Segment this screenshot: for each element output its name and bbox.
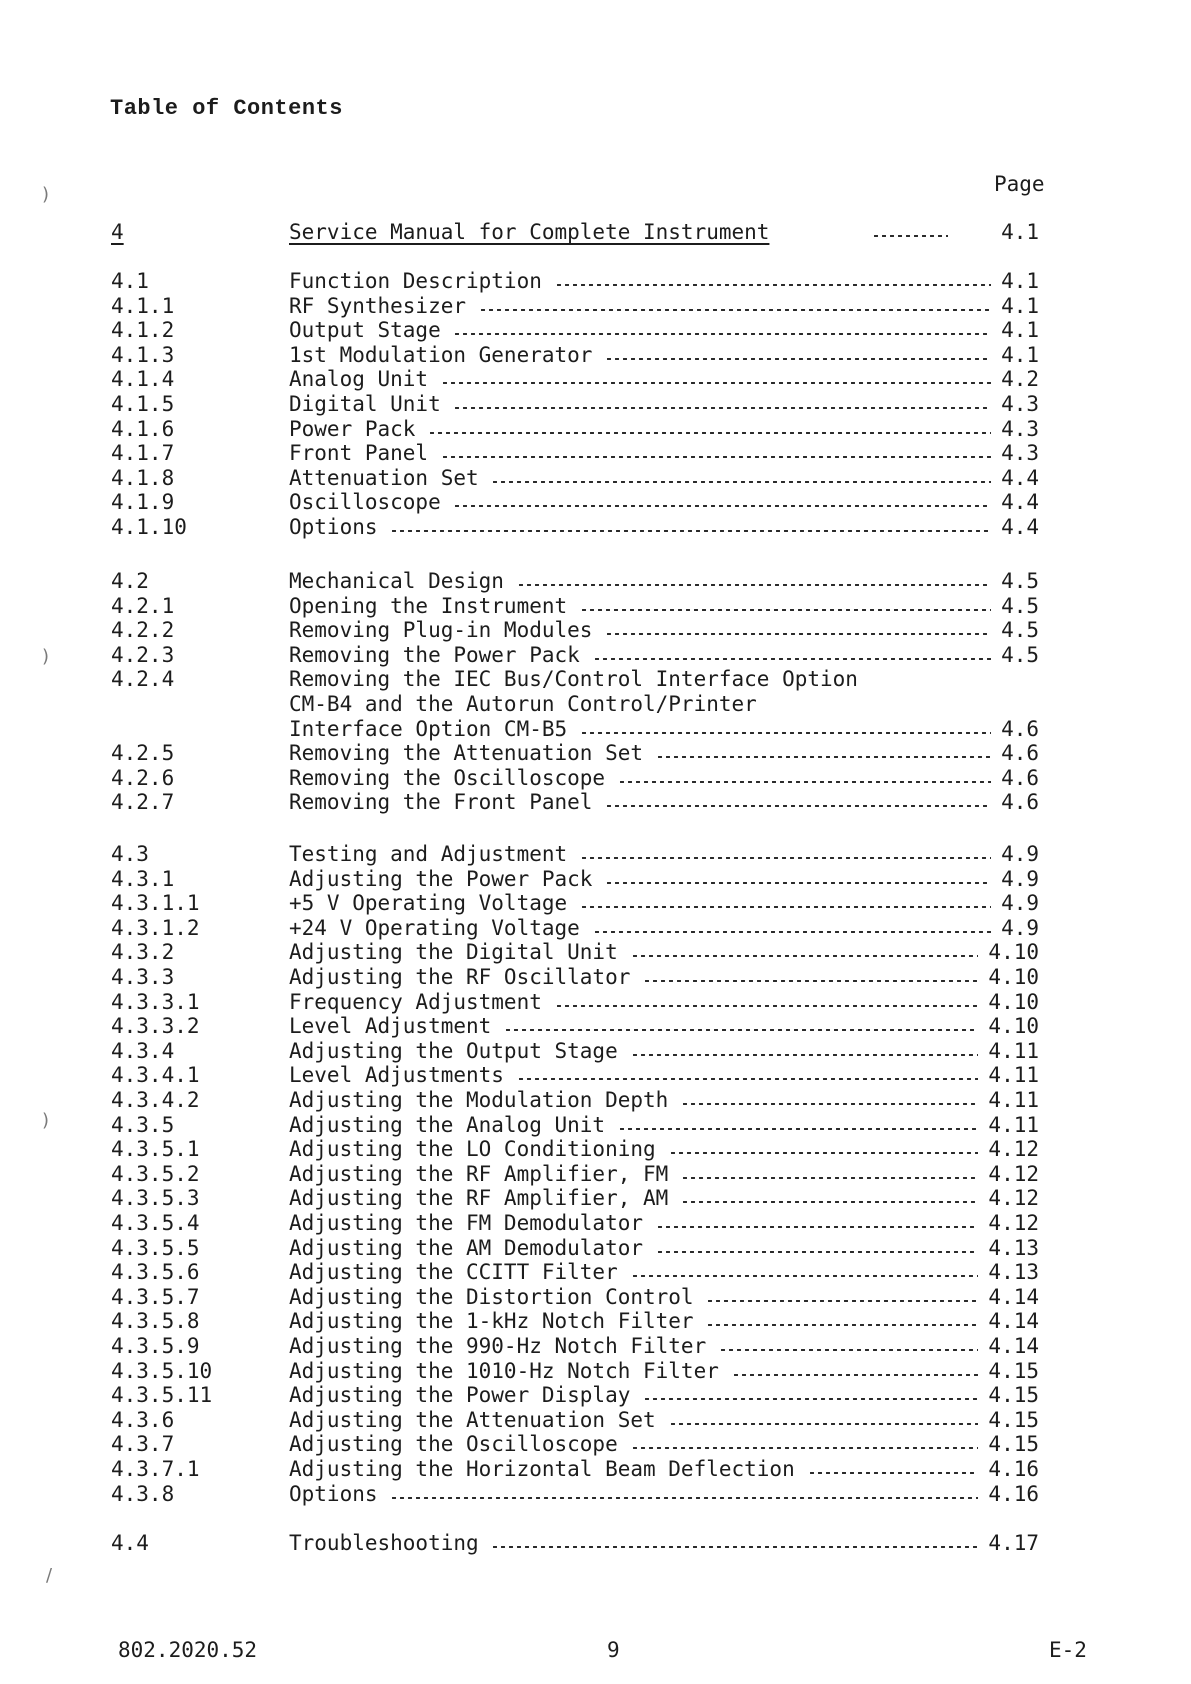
section-number: 4.4 xyxy=(111,1531,149,1555)
toc-entry[interactable] xyxy=(0,490,1191,514)
section-page: 4.10 xyxy=(988,989,1039,1014)
section-title: Level Adjustment xyxy=(289,1014,492,1039)
dot-leader xyxy=(618,1128,979,1130)
dot-leader xyxy=(428,432,991,434)
section-number: 4.3.5 xyxy=(111,1112,175,1137)
section-page: 4.14 xyxy=(988,1284,1039,1309)
section-page: 4.4 xyxy=(1001,465,1039,490)
toc-entry[interactable] xyxy=(0,1236,1191,1260)
dot-leader xyxy=(491,1546,978,1548)
section-title: Removing the Front Panel xyxy=(289,790,593,815)
section-number: 4.1.5 xyxy=(111,392,175,416)
section-page: 4.3 xyxy=(1001,441,1039,466)
section-title: Front Panel xyxy=(289,441,429,466)
section-page: 4.9 xyxy=(1001,842,1039,866)
section-title: Adjusting the 1-kHz Notch Filter xyxy=(289,1309,694,1334)
section-page: 4.14 xyxy=(988,1309,1039,1334)
section-page: 4.15 xyxy=(988,1383,1039,1408)
toc-entry[interactable] xyxy=(0,618,1191,642)
section-title: Analog Unit xyxy=(289,367,429,392)
section-page: 4.13 xyxy=(988,1235,1039,1260)
dot-leader xyxy=(669,1423,979,1425)
toc-entry[interactable] xyxy=(0,643,1191,667)
toc-entry[interactable] xyxy=(0,1359,1191,1383)
page-number: 9 xyxy=(607,1638,620,1662)
toc-entry[interactable] xyxy=(0,417,1191,441)
toc-entry[interactable] xyxy=(0,1186,1191,1210)
toc-entry[interactable] xyxy=(0,1334,1191,1358)
section-title: Removing the Oscilloscope xyxy=(289,765,606,790)
dot-leader xyxy=(643,980,978,982)
toc-entry[interactable] xyxy=(0,940,1191,964)
toc-entry[interactable] xyxy=(0,867,1191,891)
toc-entry[interactable] xyxy=(0,1482,1191,1506)
section-number: 4.3.4 xyxy=(111,1038,175,1063)
section-page: 4.5 xyxy=(1001,593,1039,618)
section-page: 4.11 xyxy=(988,1038,1039,1063)
section-title: Adjusting the 1010-Hz Notch Filter xyxy=(289,1358,719,1383)
section-page: 4.15 xyxy=(988,1358,1039,1383)
section-page: 4.1 xyxy=(1001,342,1039,367)
section-page: 4.6 xyxy=(1001,790,1039,815)
section-page: 4.9 xyxy=(1001,891,1039,916)
section-number: 4.1.8 xyxy=(111,465,175,490)
section-number: 4.1 xyxy=(111,269,149,293)
section-page: 4.6 xyxy=(1001,741,1039,766)
section-page: 4.15 xyxy=(988,1407,1039,1432)
dot-leader xyxy=(605,633,991,635)
dot-leader xyxy=(631,955,979,957)
section-number: 4.3.2 xyxy=(111,940,175,965)
toc-entry[interactable] xyxy=(0,1457,1191,1481)
dot-leader xyxy=(681,1177,978,1179)
section-title: Removing the Power Pack xyxy=(289,642,580,667)
page-column-header: Page xyxy=(994,172,1045,196)
section-title: +5 V Operating Voltage xyxy=(289,891,568,916)
dot-leader xyxy=(555,1005,979,1007)
section-title: Troubleshooting xyxy=(289,1531,479,1555)
section-number: 4.3.4.1 xyxy=(111,1063,200,1088)
toc-entry[interactable] xyxy=(0,367,1191,391)
dot-leader xyxy=(681,1201,978,1203)
section-title: Adjusting the RF Oscillator xyxy=(289,965,631,989)
section-number: 4.3.3.2 xyxy=(111,1014,200,1039)
section-number: 4.3.5.7 xyxy=(111,1284,200,1309)
section-title: Adjusting the RF Amplifier, AM xyxy=(289,1186,669,1211)
section-number: 4.2.5 xyxy=(111,741,175,766)
section-number: 4.3.5.3 xyxy=(111,1186,200,1211)
section-page: 4.4 xyxy=(1001,490,1039,515)
section-page: 4.16 xyxy=(988,1457,1039,1481)
section-page: 4.12 xyxy=(988,1211,1039,1235)
section-page: 4.6 xyxy=(1001,716,1039,741)
toc-entry[interactable] xyxy=(0,1383,1191,1407)
section-title: Options xyxy=(289,1481,378,1506)
section-title: Removing the IEC Bus/Control Interface Option xyxy=(289,667,858,692)
dot-leader xyxy=(517,1078,979,1080)
section-number: 4.2.7 xyxy=(111,790,175,815)
dot-leader xyxy=(732,1374,979,1376)
section-page: 4.1 xyxy=(1001,293,1039,318)
section-title: Adjusting the 990-Hz Notch Filter xyxy=(289,1334,707,1358)
section-number: 4.3.5.11 xyxy=(111,1383,213,1408)
section-page: 4.3 xyxy=(1001,392,1039,416)
dot-leader xyxy=(390,530,991,532)
toc-entry[interactable] xyxy=(0,891,1191,915)
toc-entry[interactable] xyxy=(0,1113,1191,1137)
section-page: 4.9 xyxy=(1001,915,1039,940)
dot-leader xyxy=(656,756,991,758)
document-number: 802.2020.52 xyxy=(118,1638,258,1662)
section-number: 4.2 xyxy=(111,569,149,593)
toc-entry[interactable] xyxy=(0,318,1191,342)
chapter-number: 4 xyxy=(111,220,124,244)
dot-leader xyxy=(669,1152,979,1154)
toc-entry[interactable] xyxy=(0,269,1191,293)
toc-entry[interactable] xyxy=(0,343,1191,367)
dot-leader xyxy=(872,235,948,237)
toc-entry[interactable] xyxy=(0,1014,1191,1038)
section-number: 4.3 xyxy=(111,842,149,866)
toc-entry[interactable] xyxy=(0,515,1191,539)
section-number: 4.1.9 xyxy=(111,490,175,515)
dot-leader xyxy=(631,1054,979,1056)
section-page: 4.11 xyxy=(988,1088,1039,1112)
section-page: 4.13 xyxy=(988,1260,1039,1285)
section-page: 4.5 xyxy=(1001,642,1039,667)
section-title: Output Stage xyxy=(289,318,441,343)
section-number: 4.3.5.5 xyxy=(111,1235,200,1260)
section-title: 1st Modulation Generator xyxy=(289,342,593,367)
margin-mark: ) xyxy=(42,1110,50,1131)
section-page: 4.11 xyxy=(988,1112,1039,1137)
section-number: 4.3.1.2 xyxy=(111,915,200,940)
toc-entry[interactable] xyxy=(0,766,1191,790)
section-number: 4.1.4 xyxy=(111,367,175,392)
section-title: Testing and Adjustment xyxy=(289,842,568,866)
section-number: 4.3.5.4 xyxy=(111,1211,200,1235)
section-number: 4.3.5.9 xyxy=(111,1334,200,1358)
dot-leader xyxy=(593,658,991,660)
toc-entry[interactable] xyxy=(0,1039,1191,1063)
section-page: 4.1 xyxy=(1001,318,1039,343)
section-number: 4.2.2 xyxy=(111,618,175,643)
dot-leader xyxy=(631,1447,979,1449)
section-title: Adjusting the Power Display xyxy=(289,1383,631,1408)
section-number: 4.2.1 xyxy=(111,593,175,618)
section-page: 4.12 xyxy=(988,1137,1039,1162)
section-page: 4.4 xyxy=(1001,515,1039,539)
toc-entry[interactable] xyxy=(0,1260,1191,1284)
section-title: Opening the Instrument xyxy=(289,593,568,618)
section-number: 4.3.3 xyxy=(111,965,175,989)
section-title: Adjusting the Modulation Depth xyxy=(289,1088,669,1112)
dot-leader xyxy=(605,805,991,807)
section-title: Adjusting the Attenuation Set xyxy=(289,1407,656,1432)
section-title: Adjusting the CCITT Filter xyxy=(289,1260,618,1285)
section-title: Interface Option CM-B5 xyxy=(289,716,568,741)
dot-leader xyxy=(453,505,991,507)
section-number: 4.1.7 xyxy=(111,441,175,466)
dot-leader xyxy=(719,1349,978,1351)
section-number: 4.1.6 xyxy=(111,416,175,441)
section-page: 4.2 xyxy=(1001,367,1039,392)
section-title: Mechanical Design xyxy=(289,569,504,593)
toc-entry[interactable] xyxy=(0,1285,1191,1309)
toc-entry[interactable] xyxy=(0,1408,1191,1432)
section-title: Adjusting the Digital Unit xyxy=(289,940,618,965)
toc-entry[interactable] xyxy=(0,1162,1191,1186)
toc-chapter-row[interactable] xyxy=(0,220,1191,244)
toc-entry[interactable] xyxy=(0,1088,1191,1112)
dot-leader xyxy=(580,732,991,734)
section-number: 4.3.7 xyxy=(111,1432,175,1457)
dot-leader xyxy=(706,1300,978,1302)
section-number: 4.1.10 xyxy=(111,515,187,539)
section-number: 4.3.4.2 xyxy=(111,1088,200,1112)
dot-leader xyxy=(441,456,991,458)
section-number: 4.3.1.1 xyxy=(111,891,200,916)
section-title: Adjusting the AM Demodulator xyxy=(289,1235,644,1260)
section-number: 4.3.1 xyxy=(111,866,175,891)
section-number: 4.3.8 xyxy=(111,1481,175,1506)
edition-code: E-2 xyxy=(1049,1638,1087,1662)
section-title: CM-B4 and the Autorun Control/Printer xyxy=(289,692,757,716)
dot-leader xyxy=(605,882,991,884)
chapter-title: Service Manual for Complete Instrument xyxy=(289,220,770,244)
section-number: 4.3.5.2 xyxy=(111,1161,200,1186)
section-title: Power Pack xyxy=(289,416,416,441)
toc-entry[interactable] xyxy=(0,717,1191,741)
section-page: 4.5 xyxy=(1001,618,1039,643)
section-number: 4.2.3 xyxy=(111,642,175,667)
dot-leader xyxy=(681,1103,978,1105)
margin-mark: ) xyxy=(42,646,50,667)
section-title: Adjusting the Horizontal Beam Deflection xyxy=(289,1457,795,1481)
dot-leader xyxy=(643,1398,978,1400)
dot-leader xyxy=(706,1324,978,1326)
dot-leader xyxy=(491,481,991,483)
section-title: Level Adjustments xyxy=(289,1063,504,1088)
toc-entry[interactable] xyxy=(0,916,1191,940)
section-number: 4.1.1 xyxy=(111,293,175,318)
section-page: 4.1 xyxy=(1001,269,1039,293)
dot-leader xyxy=(593,931,991,933)
section-page: 4.12 xyxy=(988,1161,1039,1186)
section-title: Options xyxy=(289,515,378,539)
section-title: Adjusting the LO Conditioning xyxy=(289,1137,656,1162)
section-title: Adjusting the Analog Unit xyxy=(289,1112,606,1137)
section-title: Adjusting the Distortion Control xyxy=(289,1284,694,1309)
section-page: 4.12 xyxy=(988,1186,1039,1211)
toc-entry[interactable] xyxy=(0,594,1191,618)
section-title: Adjusting the FM Demodulator xyxy=(289,1211,644,1235)
dot-leader xyxy=(453,333,991,335)
dot-leader xyxy=(656,1251,979,1253)
section-title: Frequency Adjustment xyxy=(289,989,542,1014)
section-title: Removing the Attenuation Set xyxy=(289,741,644,766)
section-title: Attenuation Set xyxy=(289,465,479,490)
toc-entry[interactable] xyxy=(0,441,1191,465)
section-page: 4.10 xyxy=(988,965,1039,989)
dot-leader xyxy=(504,1029,978,1031)
section-number: 4.3.5.10 xyxy=(111,1358,213,1383)
section-page: 4.15 xyxy=(988,1432,1039,1457)
toc-entry[interactable] xyxy=(0,965,1191,989)
dot-leader xyxy=(580,906,991,908)
dot-leader xyxy=(605,358,991,360)
section-title: Adjusting the Power Pack xyxy=(289,866,593,891)
toc-entry[interactable] xyxy=(0,1309,1191,1333)
toc-entry[interactable] xyxy=(0,1063,1191,1087)
section-number: 4.3.5.1 xyxy=(111,1137,200,1162)
section-number: 4.3.5.8 xyxy=(111,1309,200,1334)
section-number: 4.3.5.6 xyxy=(111,1260,200,1285)
section-page: 4.10 xyxy=(988,940,1039,965)
toc-entry[interactable] xyxy=(0,1137,1191,1161)
dot-leader xyxy=(618,781,991,783)
section-page: 4.16 xyxy=(988,1481,1039,1506)
section-page: 4.5 xyxy=(1001,569,1039,593)
section-title: +24 V Operating Voltage xyxy=(289,915,580,940)
section-page: 4.9 xyxy=(1001,866,1039,891)
margin-mark: ) xyxy=(42,184,50,205)
toc-entry[interactable] xyxy=(0,692,1191,716)
toc-entry[interactable] xyxy=(0,1531,1191,1555)
section-number: 4.2.4 xyxy=(111,667,175,692)
section-title: Digital Unit xyxy=(289,392,441,416)
section-number: 4.3.3.1 xyxy=(111,989,200,1014)
section-page: 4.17 xyxy=(988,1531,1039,1555)
section-number: 4.2.6 xyxy=(111,765,175,790)
toc-entry[interactable] xyxy=(0,990,1191,1014)
section-title: Adjusting the Output Stage xyxy=(289,1038,618,1063)
section-number: 4.1.3 xyxy=(111,342,175,367)
toc-entry[interactable] xyxy=(0,667,1191,691)
dot-leader xyxy=(808,1472,979,1474)
chapter-page: 4.1 xyxy=(1001,220,1039,244)
toc-entry[interactable] xyxy=(0,842,1191,866)
dot-leader xyxy=(453,407,991,409)
page-title: Table of Contents xyxy=(110,96,343,121)
section-title: Oscilloscope xyxy=(289,490,441,515)
section-title: RF Synthesizer xyxy=(289,293,467,318)
dot-leader xyxy=(390,1497,978,1499)
dot-leader xyxy=(631,1275,979,1277)
dot-leader xyxy=(517,584,991,586)
toc-entry[interactable] xyxy=(0,1211,1191,1235)
toc-entry[interactable] xyxy=(0,790,1191,814)
section-title: Function Description xyxy=(289,269,542,293)
dot-leader xyxy=(580,857,991,859)
toc-entry[interactable] xyxy=(0,466,1191,490)
dot-leader xyxy=(656,1226,979,1228)
section-number: 4.3.7.1 xyxy=(111,1457,200,1481)
section-title: Adjusting the Oscilloscope xyxy=(289,1432,618,1457)
section-page: 4.6 xyxy=(1001,765,1039,790)
section-title: Adjusting the RF Amplifier, FM xyxy=(289,1161,669,1186)
dot-leader xyxy=(580,609,991,611)
toc-entry[interactable] xyxy=(0,392,1191,416)
toc-entry[interactable] xyxy=(0,1432,1191,1456)
dot-leader xyxy=(441,382,991,384)
toc-entry[interactable] xyxy=(0,569,1191,593)
toc-entry[interactable] xyxy=(0,294,1191,318)
section-number: 4.1.2 xyxy=(111,318,175,343)
toc-entry[interactable] xyxy=(0,741,1191,765)
section-title: Removing Plug-in Modules xyxy=(289,618,593,643)
section-page: 4.3 xyxy=(1001,416,1039,441)
dot-leader xyxy=(555,284,991,286)
section-page: 4.11 xyxy=(988,1063,1039,1088)
section-page: 4.14 xyxy=(988,1334,1039,1358)
dot-leader xyxy=(479,309,991,311)
section-page: 4.10 xyxy=(988,1014,1039,1039)
margin-mark: / xyxy=(46,1565,53,1586)
section-number: 4.3.6 xyxy=(111,1407,175,1432)
